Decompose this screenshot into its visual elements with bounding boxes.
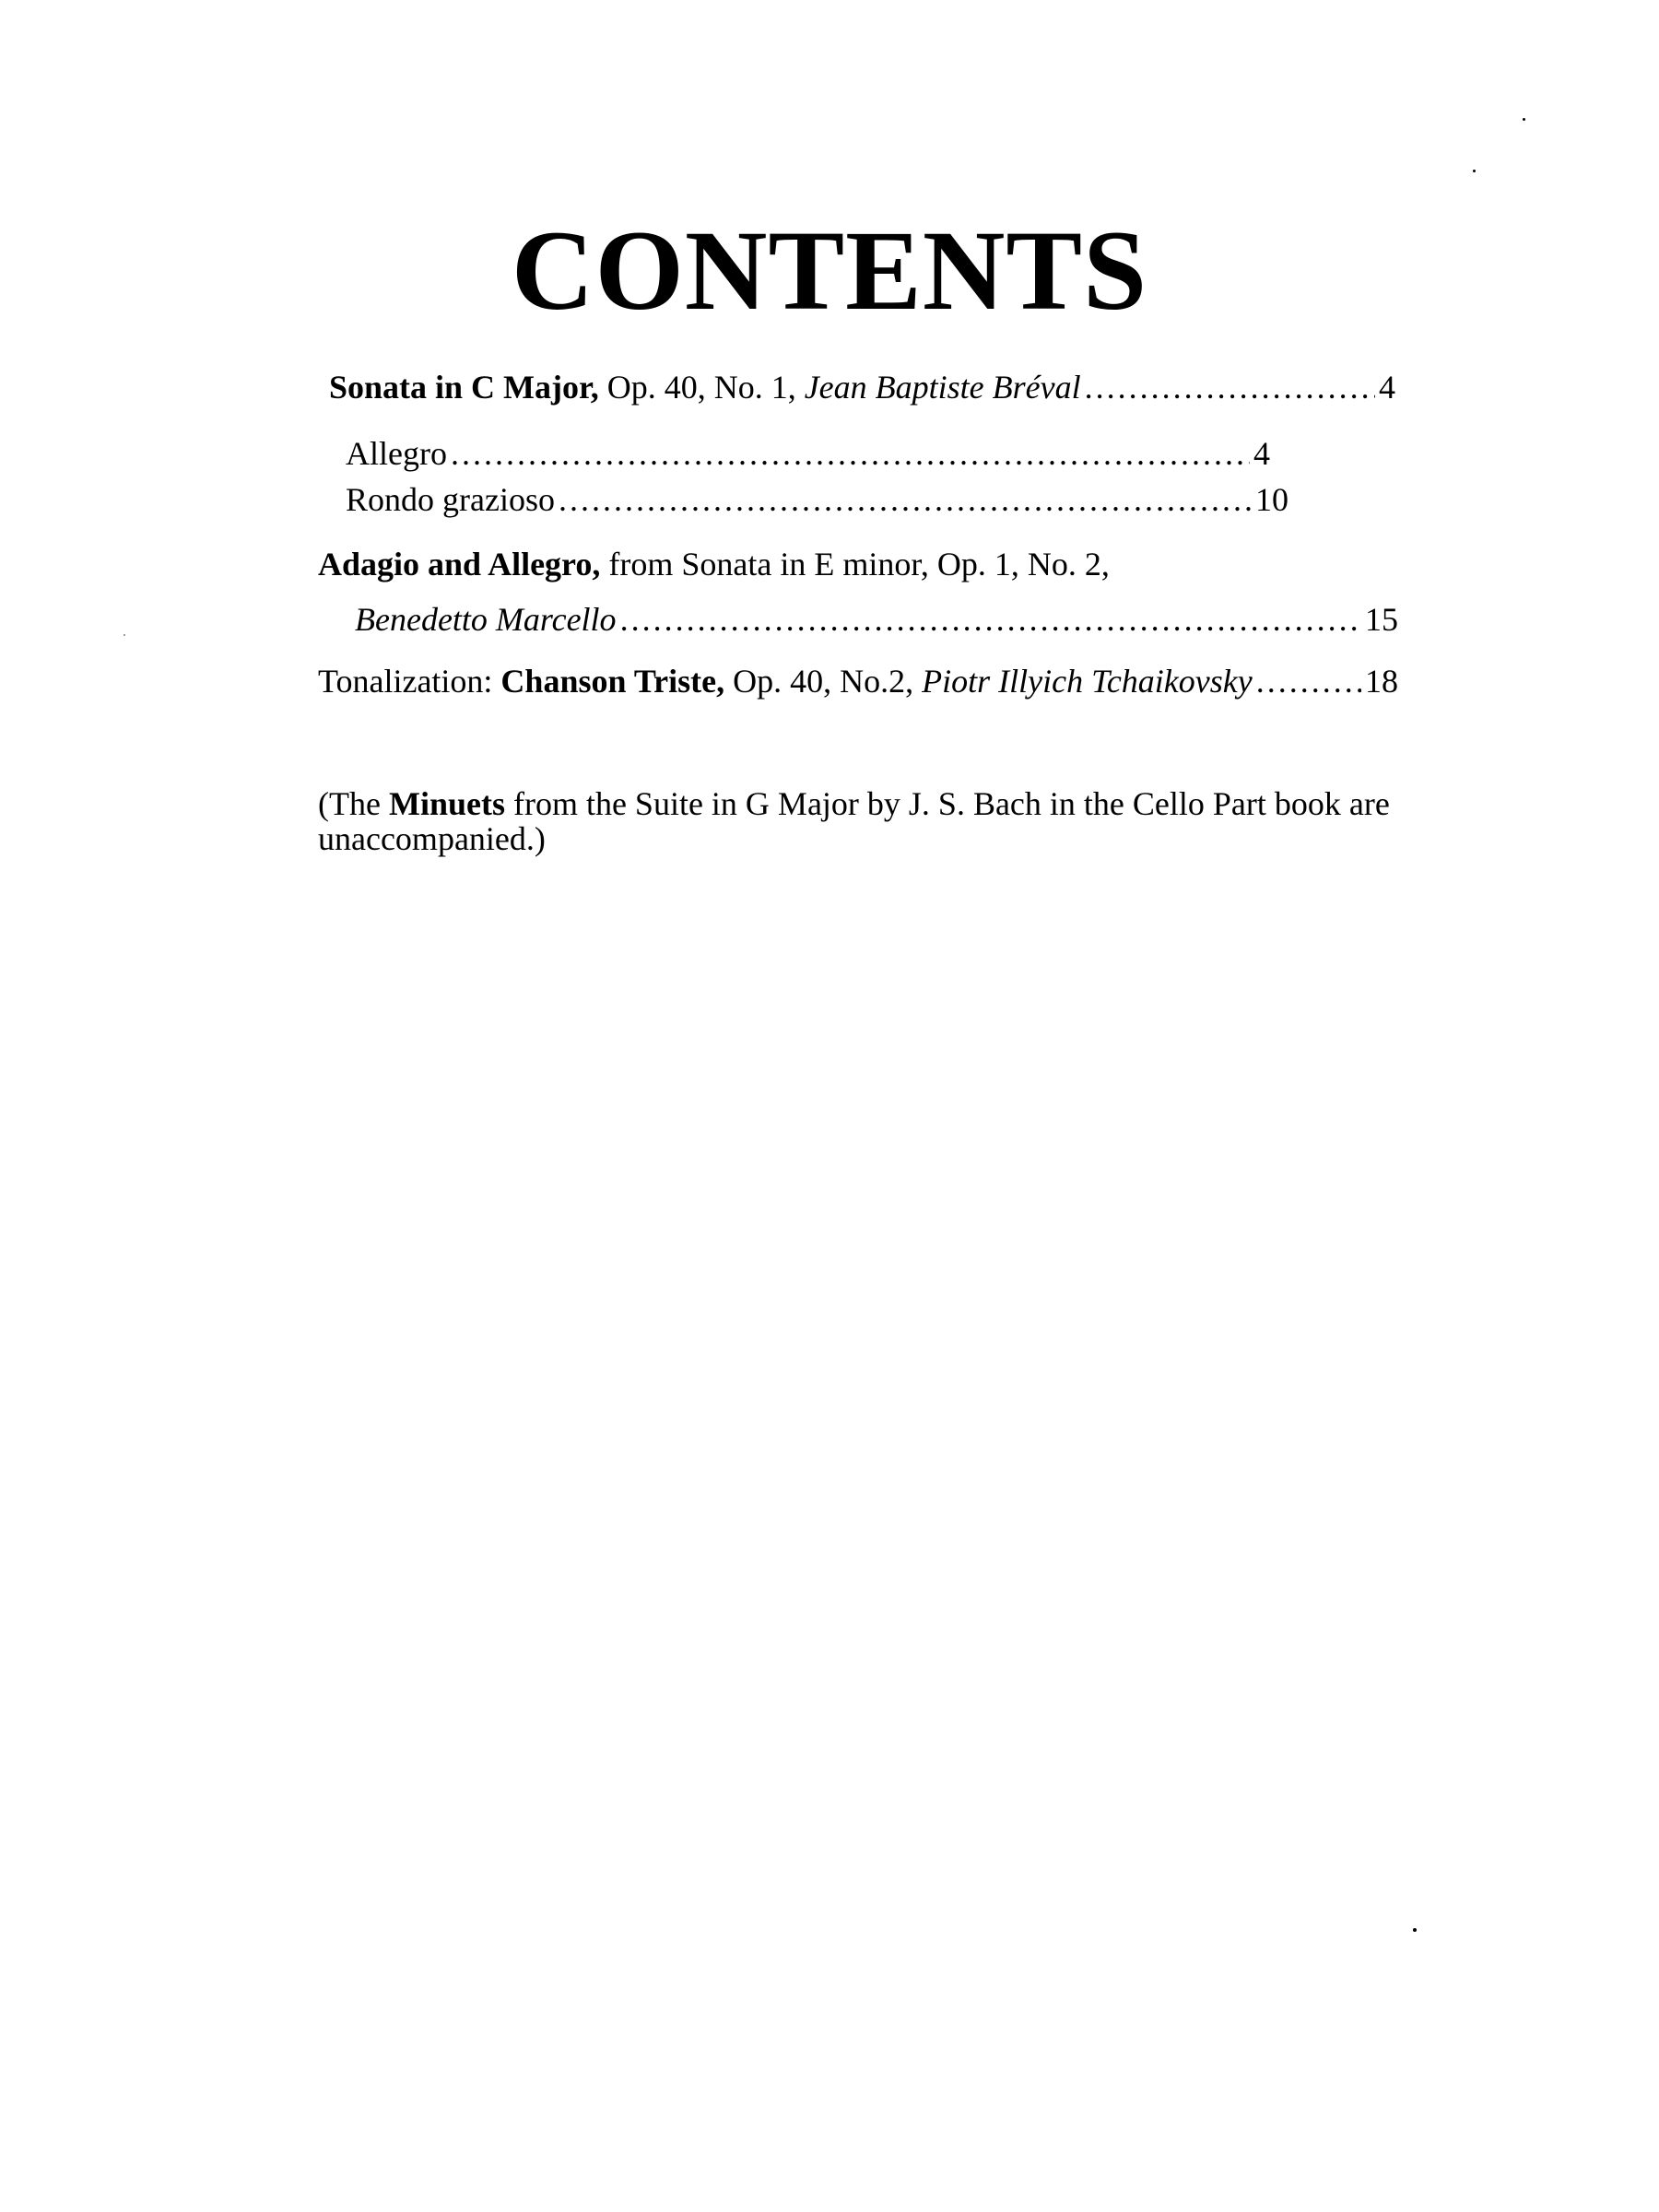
note-text: from the Suite in G Major by J. S. Bach in the Cello Part book are unaccompanied.) (318, 785, 1390, 857)
toc-entry-adagio-allegro[interactable] (318, 547, 1110, 581)
scan-speck (1413, 1928, 1417, 1932)
entry-prefix: Tonalization: (318, 663, 501, 700)
work-detail: Op. 40, No. 1, (598, 369, 805, 406)
page-number: 10 (1255, 481, 1288, 518)
leader-dots (451, 437, 1250, 470)
work-title: Adagio and Allegro, (318, 546, 601, 582)
work-title: Chanson Triste, (500, 663, 725, 700)
toc-entry-sonata-c-major[interactable] (329, 371, 1395, 404)
movement-label: Allegro (346, 435, 447, 472)
note-bold: Minuets (388, 785, 505, 822)
scan-speck (1473, 170, 1476, 172)
toc-entry-allegro[interactable] (346, 437, 1270, 470)
page-title: CONTENTS (511, 207, 1148, 334)
composer-name: Jean Baptiste Bréval (804, 369, 1081, 406)
toc-entry-text (318, 665, 1253, 698)
work-detail: from Sonata in E minor, Op. 1, No. 2, (600, 546, 1110, 582)
page-number: 15 (1365, 601, 1398, 638)
movement-label: Rondo grazioso (346, 481, 555, 518)
leader-dots (620, 603, 1361, 636)
page-number: 18 (1365, 663, 1398, 700)
toc-entry-text (329, 371, 1081, 404)
toc-entry-chanson-triste[interactable] (318, 665, 1398, 698)
scan-speck (124, 634, 125, 636)
toc-entry-adagio-allegro-composer[interactable] (355, 603, 1398, 636)
composer-name: Piotr Illyich Tchaikovsky (922, 663, 1253, 700)
leader-dots (1256, 665, 1361, 698)
footnote (318, 786, 1424, 856)
leader-dots (1085, 371, 1375, 404)
composer-name: Benedetto Marcello (355, 601, 617, 638)
leader-dots (559, 483, 1252, 516)
note-text: (The (318, 785, 389, 822)
page-number: 4 (1379, 369, 1395, 406)
page-number: 4 (1253, 435, 1270, 472)
work-detail: Op. 40, No.2, (724, 663, 923, 700)
scan-speck (1523, 118, 1525, 121)
work-title: Sonata in C Major, (329, 369, 599, 406)
toc-entry-rondo-grazioso[interactable] (346, 483, 1288, 516)
